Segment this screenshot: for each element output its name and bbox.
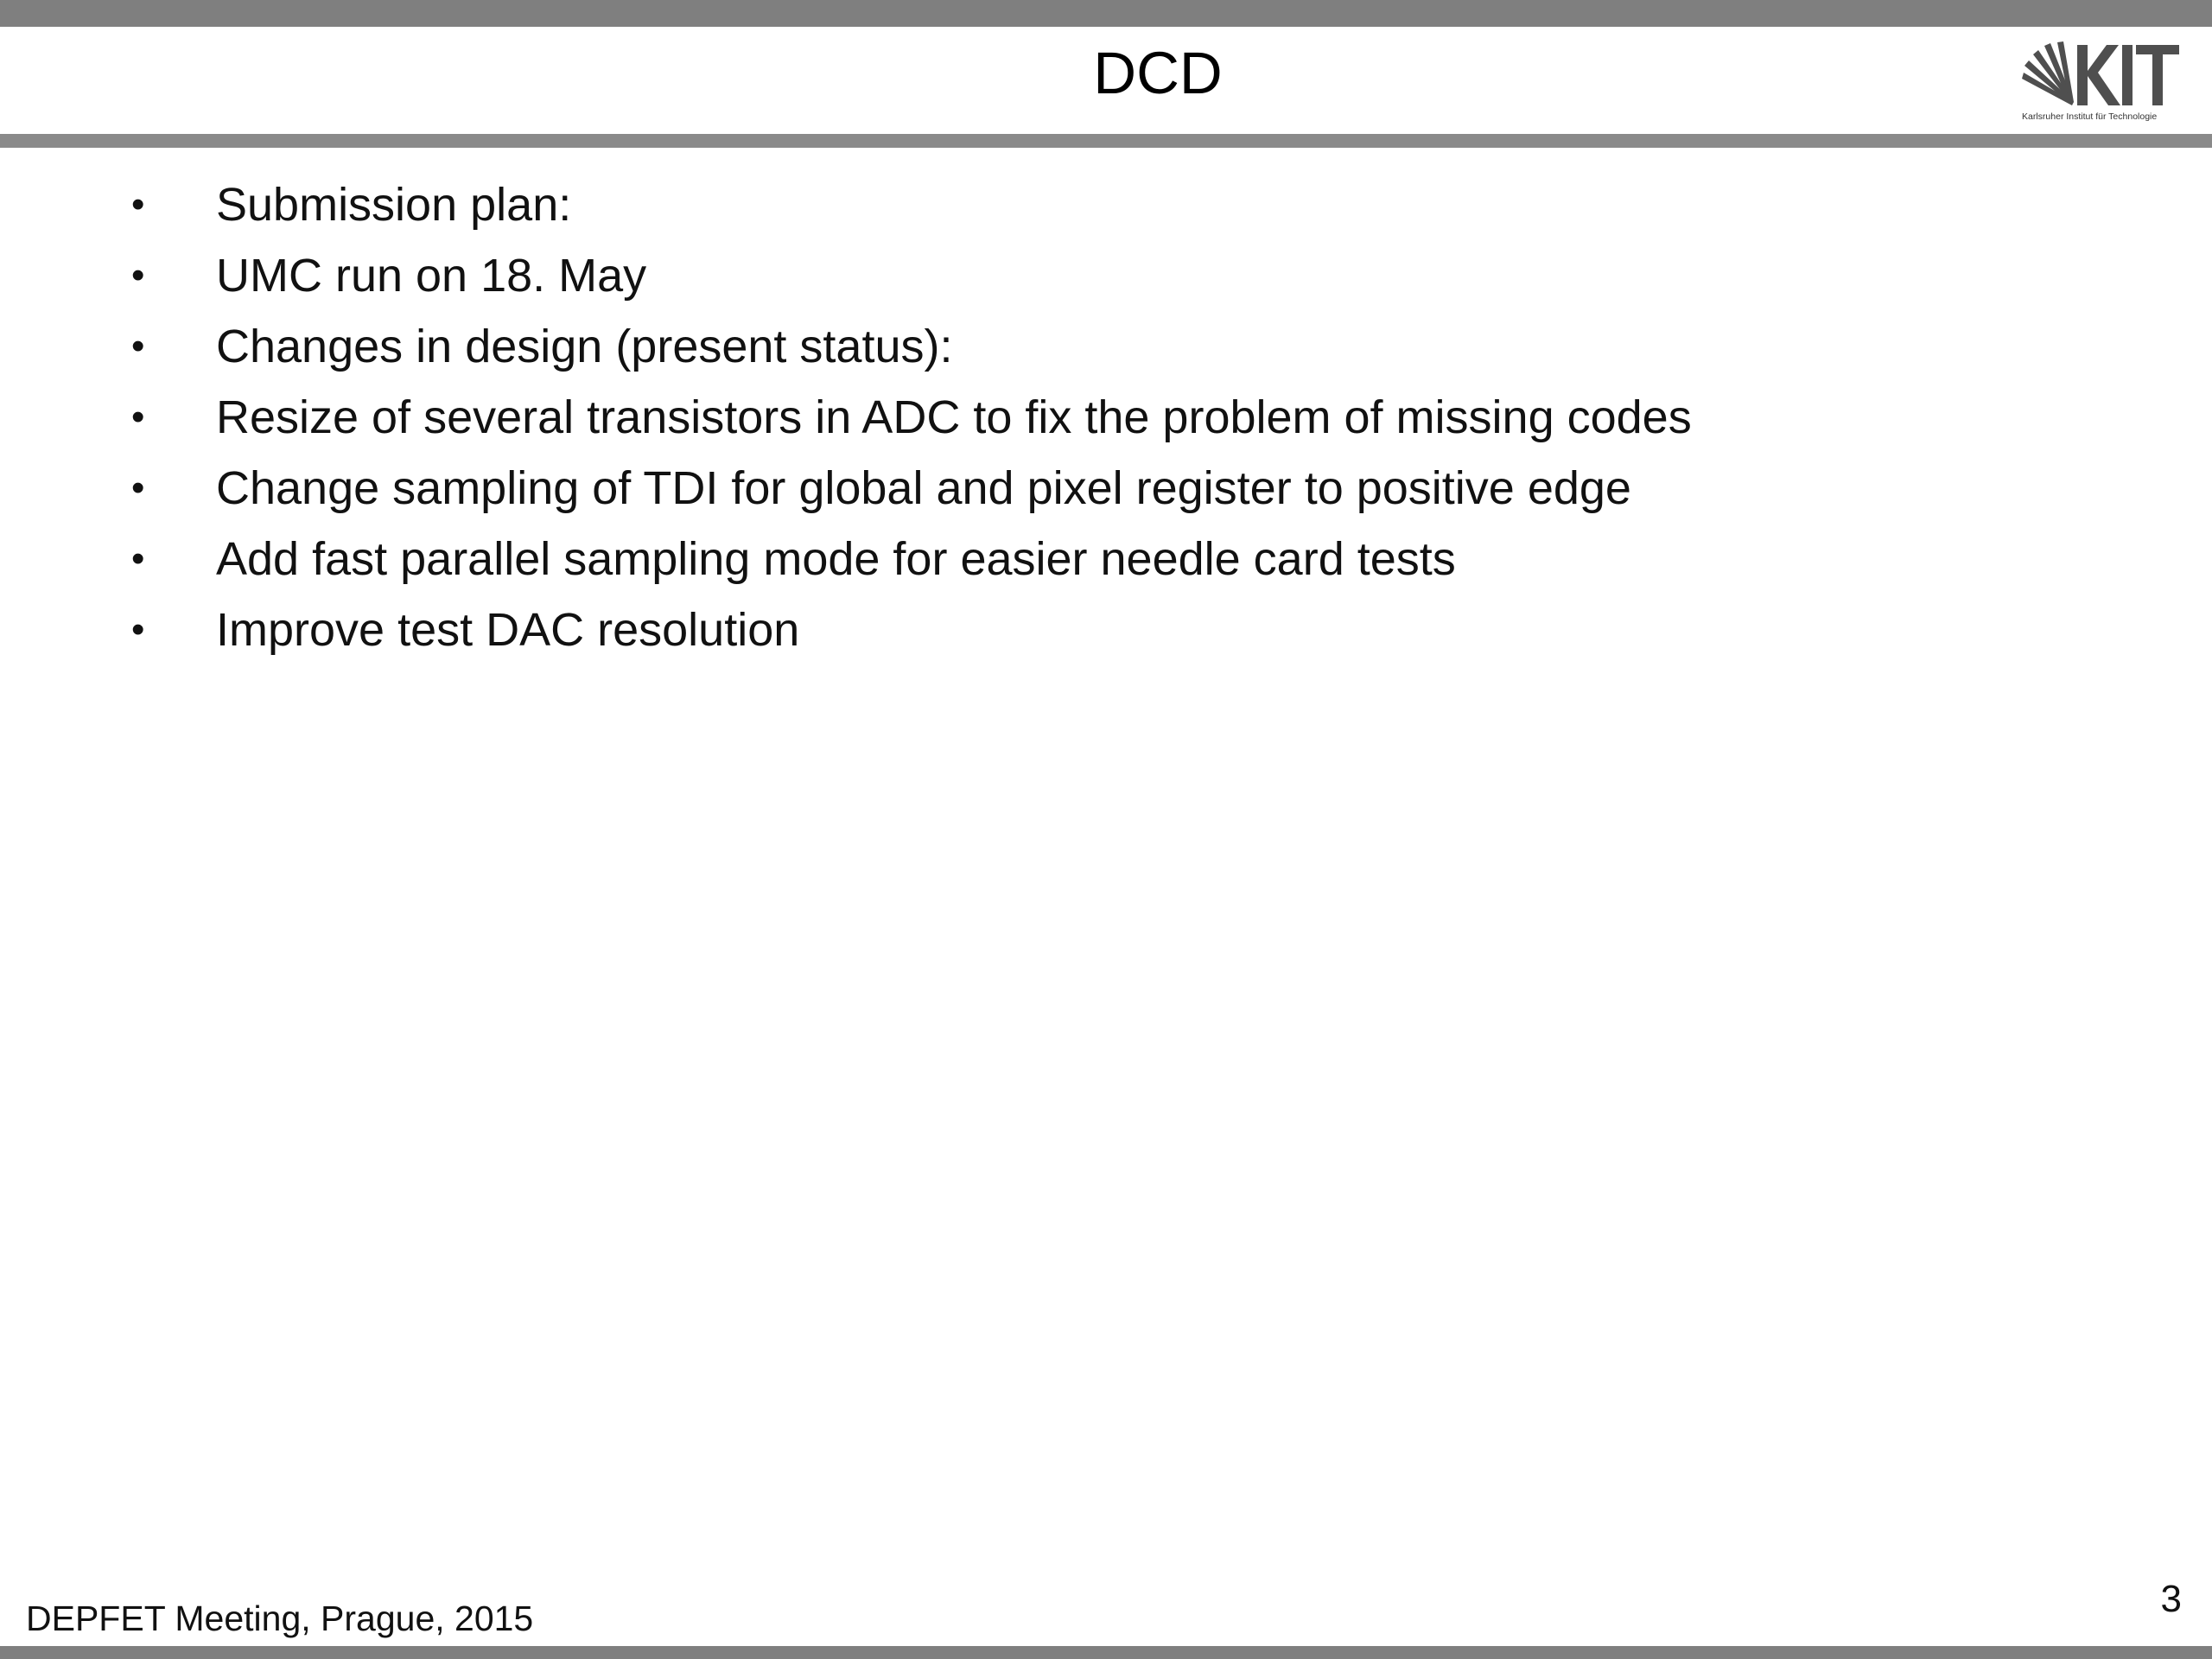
bullet-icon: •	[131, 183, 145, 226]
header-rule	[0, 134, 2212, 148]
page-number: 3	[2160, 1578, 2182, 1620]
bullet-text: Submission plan:	[216, 179, 572, 231]
logo-caption: Karlsruher Institut für Technologie	[2022, 111, 2158, 122]
bullet-text: Change sampling of TDI for global and pixel register to positive edge	[216, 462, 1631, 514]
bottom-bar	[0, 1646, 2212, 1659]
bullet-icon: •	[131, 325, 145, 367]
bullet-text: Add fast parallel sampling mode for easier needle card tests	[216, 533, 1456, 585]
top-bar	[0, 0, 2212, 27]
bullet-text: Changes in design (present status):	[216, 321, 953, 372]
bullet-text: Improve test DAC resolution	[216, 604, 800, 656]
kit-logo	[2022, 41, 2199, 128]
bullet-icon: •	[131, 254, 145, 296]
bullet-icon: •	[131, 467, 145, 509]
bullet-text: UMC run on 18. May	[216, 250, 647, 302]
bullet-icon: •	[131, 396, 145, 438]
bullet-icon: •	[131, 537, 145, 580]
bullet-text: Resize of several transistors in ADC to fix the problem of missing codes	[216, 391, 1692, 443]
bullet-icon: •	[131, 608, 145, 651]
footer-text: DEPFET Meeting, Prague, 2015	[26, 1599, 534, 1638]
slide-title: DCD	[1093, 40, 1223, 106]
